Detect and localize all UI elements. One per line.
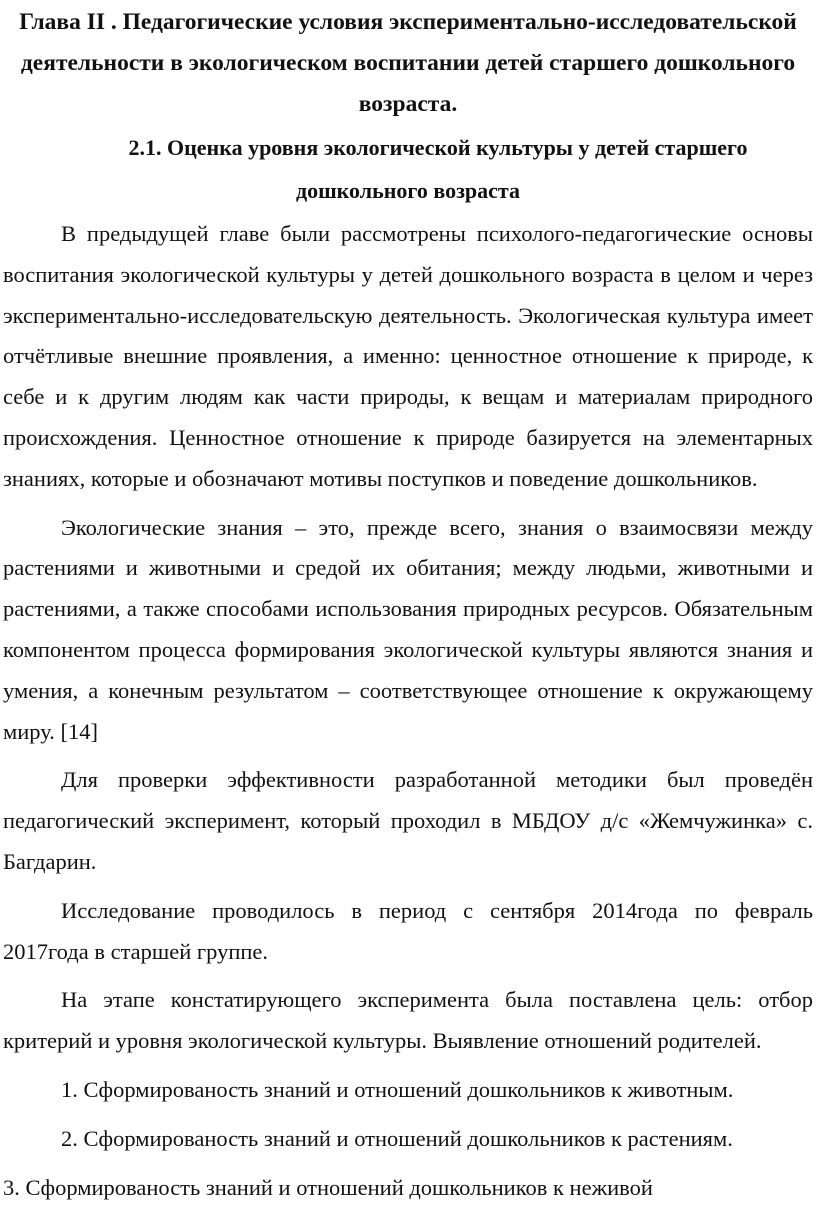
section-title-line2: дошкольного возраста — [295, 178, 521, 203]
paragraph-4: Исследование проводилось в период с сентября 2014года по февраль 2017года в старшей группе. — [3, 897, 813, 964]
list-item-3: 3. Сформированость знаний и отношений дошкольников к неживой — [3, 1174, 653, 1200]
paragraph-3: Для проверки эффективности разработанной методики был проведён педагогический эксперимент, который проходил в МБДОУ д/с «Жемчужинка» с. Багдарин. — [3, 767, 813, 874]
list-item-1: 1. Сформированость знаний и отношений дошкольников к животным. — [61, 1076, 734, 1102]
paragraph-5: На этапе констатирующего эксперимента была поставлена цель: отбор критерий и уровня экологической культуры. Выявление отношений родителей. — [3, 987, 813, 1054]
section-title-line1: 2.1. Оценка уровня экологической культуры у детей старшего — [128, 135, 748, 160]
chapter-title: Глава II . Педагогические условия экспериментально-исследовательской деятельности в экологическом воспитании детей старшего дошкольного возраста. — [19, 9, 797, 117]
paragraph-1: В предыдущей главе были рассмотрены психолого-педагогические основы воспитания экологической культуры у детей дошкольного возраста в целом и через экспериментально-исследовательскую деятельность. Экологическая культура имеет отчётливые внешние проявления, а именно: ценностное отношение к природе, к себе и к другим людям как части природы, к вещам и материалам природного происхождения. Ценностное отношение к природе базируется на элементарных знаниях, которые и обозначают мотивы поступков и поведение дошкольников. — [3, 221, 813, 491]
paragraph-2: Экологические знания – это, прежде всего, знания о взаимосвязи между растениями и животными и средой их обитания; между людьми, животными и растениями, а также способами использования природных ресурсов. Обязательным компонентом процесса формирования экологической культуры являются знания и умения, а конечным результатом – соответствующее отношение к окружающему миру. [14] — [3, 514, 813, 744]
list-item-2: 2. Сформированость знаний и отношений дошкольников к растениям. — [61, 1125, 733, 1151]
